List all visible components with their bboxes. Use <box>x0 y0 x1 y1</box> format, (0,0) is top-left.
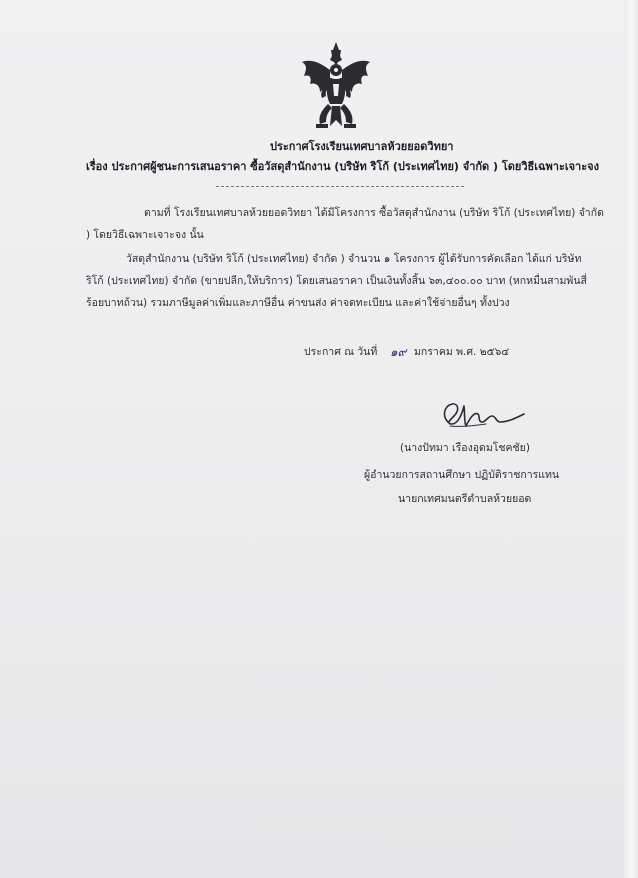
dashed-divider <box>216 186 464 187</box>
page-subject: เรื่อง ประกาศผู้ชนะการเสนอราคา ซื้อวัสดุสำนักงาน (บริษัท ริโก้ (ประเทศไทย) จำกัด ) โดยวิธีเฉพาะเจาะจง <box>86 160 599 173</box>
signer-position-2: นายกเทศมนตรีตำบลห้วยยอด <box>398 493 532 505</box>
handwritten-signature <box>428 396 528 432</box>
garuda-emblem-icon <box>300 40 372 136</box>
paragraph-2-line-2: ริโก้ (ประเทศไทย) จำกัด (ขายปลีก,ให้บริการ) โดยเสนอราคา เป็นเงินทั้งสิ้น ๖๓,๔๐๐.๐๐ บาท (หกหมื่นสามพันสี่ <box>86 275 587 287</box>
announce-day-handwritten: ๑๙ <box>390 345 407 359</box>
paragraph-2-line-1: วัสดุสำนักงาน (บริษัท ริโก้ (ประเทศไทย) จำกัด ) จำนวน ๑ โครงการ ผู้ได้รับการคัดเลือก ได้แก่ บริษัท <box>126 253 582 265</box>
page-title: ประกาศโรงเรียนเทศบาลห้วยยอดวิทยา <box>270 140 454 153</box>
announce-month-year: มกราคม พ.ศ. ๒๕๖๔ <box>414 346 510 358</box>
paragraph-1-line-1: ตามที่ โรงเรียนเทศบาลห้วยยอดวิทยา ได้มีโครงการ ซื้อวัสดุสำนักงาน (บริษัท ริโก้ (ประเทศไทย) จำกัด <box>144 207 604 219</box>
paragraph-2-line-3: ร้อยบาทถ้วน) รวมภาษีมูลค่าเพิ่มและภาษีอื่น ค่าขนส่ง ค่าจดทะเบียน และค่าใช้จ่ายอื่นๆ ทั้งปวง <box>86 297 510 309</box>
page-edge <box>624 0 638 878</box>
signer-name: (นางปัทมา เรืองอุดมโชคชัย) <box>400 442 530 454</box>
signer-position-1: ผู้อำนวยการสถานศึกษา ปฏิบัติราชการแทน <box>364 469 560 481</box>
paragraph-1-line-2: ) โดยวิธีเฉพาะเจาะจง นั้น <box>86 229 204 241</box>
announce-date-prefix: ประกาศ ณ วันที่ <box>304 346 378 358</box>
